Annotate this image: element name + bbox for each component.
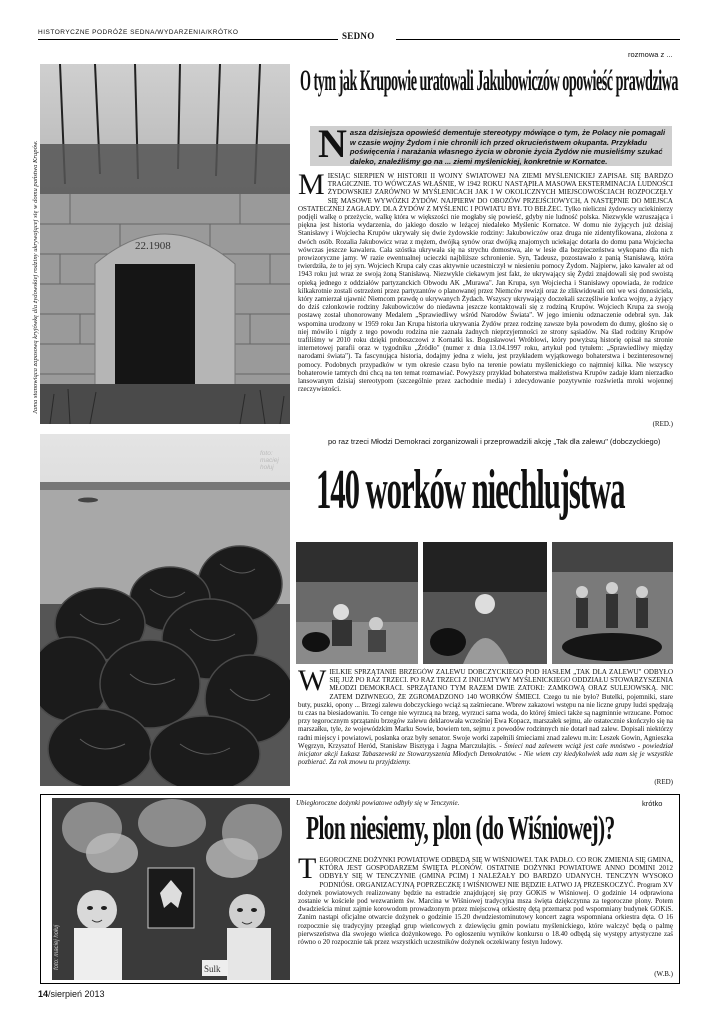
article1-headline: O tym jak Krupowie uratowali Jakubowiczów opowieść prawdziwa — [300, 64, 678, 97]
harvest-photo-sign: Sulk — [204, 964, 221, 974]
harvest-photo-graphic — [52, 798, 290, 980]
header-rule-left — [38, 39, 338, 40]
article2-headline: 140 worków niechlujstwa — [316, 459, 625, 521]
article3-headline: Plon niesiemy, plon (do Wiśniowej)? — [306, 810, 615, 847]
article2-body — [298, 668, 673, 778]
header-rule-right — [396, 39, 680, 40]
article1-signature: (RED.) — [652, 420, 673, 428]
article3-tag: krótko — [642, 799, 663, 808]
article3-body-dropcap: T — [298, 856, 317, 885]
page-header — [38, 28, 680, 42]
section-breadcrumb: HISTORYCZNE PODRÓŻE SEDNA/WYDARZENIA/KRÓTKO — [38, 29, 239, 36]
volunteers-photo-3-graphic — [552, 542, 673, 664]
article1-lead-dropcap: N — [318, 121, 347, 166]
volunteers-photo-1-graphic — [296, 542, 418, 664]
article2-photo-trash-bags — [40, 434, 290, 786]
article1-photo-caption: Jama stanowiąca zapasową kryjówkę dla żydowskiej rodziny ukrywającej się w domu państwa Krupów. — [32, 140, 39, 414]
article2-body-text: Czego tu nie było? Butelki, pojemniki, stare buty, puszki, opony ... Brzegi zalewu dobczyckiego wciąż są zaśmiecane. Wbrew zakazowi wstępu na nie liczne grupy ludzi spędzają tu czas na biesiadowaniu. To cenge nie wyrzucą na brzeg, wyrzuci sama woda, do której śmieci także są nagminnie wrzucane. Pomoc przy tegorocznym sprzątaniu brzegów zalewu deklarowała wcześniej Ewa Kopacz, marszałek sejmu, ale ostatecznie skończyło się na marszałku, tyle, że wojewódzkim Marku Sowie, bowiem ten, sejmu z powodów rodzinnych nie dotarł nad zalew. Dopisali niektórzy radni miejscy i powiatowi, posłanka oraz były senator. Swoje worki zapełnili śmieciami znad zalewu m.in: Leszek Gowin, Agnieszka Węgrzyn, Krzysztof Heród, Stanisław Bisztyga i Jagna Marczułajtis. — [298, 692, 673, 750]
page-footer — [38, 989, 105, 999]
article3-photo-harvest — [52, 798, 290, 980]
article2-body-intro: IELKIE SPRZĄTANIE BRZEGÓW ZALEWU DOBCZYCKIEGO POD HASŁEM „TAK DLA ZALEWU" ODBYŁO SIĘ JUŻ PO RAZ TRZECI. PO RAZ TRZECI Z INICJATYWY MYŚLENICKIEGO ODDZIAŁU STOWARZYSZENIA MŁODZI DEMOKRACI. SPRZĄTANO TYM RAZEM DWIE ZATOKI: ZAMKOWĄ ORAZ SULEJOWSKĄ. NIC ZATEM DZIWNEGO, ŻE ZGROMADZONO 140 WORKÓW ŚMIECI. — [329, 668, 673, 701]
article1-body — [298, 172, 673, 428]
issue-date: /sierpień 2013 — [48, 989, 105, 999]
article3-signature: (W.B.) — [654, 970, 673, 978]
article2-photo-volunteers-1 — [296, 542, 418, 664]
article1-photo-bunker — [40, 64, 290, 424]
article1-tag: rozmowa z ... — [628, 50, 673, 59]
bunker-inscription: 22.1908 — [135, 240, 171, 252]
article1-body-text: Tylko nieliczni żydowscy uciekinierzy podjęli walkę o przeżycie, walkę która w większości nie mogłaby się powieść, gdyby nie ludność polska. Niezwykle wzruszająca i piękna jest historia wydarzenia, do jakiego doszło w leżącej niedaleko Myślenic Kornatce. W domu nie żyjących już dzisiaj Stanisławy i Wojciecha Krupów ukrywały się dwie żydowskie rodziny: Jakubowiczów oraz druga nie zidentyfikowana, złożona z dwóch osób. Rozalia Jakubowicz wraz z mężem, dwójką synów oraz dwójką znajomych uciekając dotarła do domu pana Wojciecha wówczas jeszcze kawalera. Cała szóstka ukrywała się na strychu domostwa, ale w lesie dla bezpieczeństwa wykopano dla nich prowizoryczne jamy. W razie ewentualnej ucieczki najbliższe schronienie. Syn, Tadeusz, pozostawało z panią Stanisławą, która twierdziła, że to jej syn. Wojciech Krupa cały czas aktywnie uczestniczył w niesieniu pomocy Żydom. Najpierw, jako kawaler aż od 1943 roku już wraz ze swoją żoną Stanisławą. Niezwykle ciekawym jest fakt, że ukrywający się Żydzi znajdowali się pod swoistą opieką jednego z oddziałów partyzanckich Obwodu AK „Murawa". Jan Krupa, syn Wojciecha i Stanisławy opowiada, że rodzice kilkakrotnie zostali ostrzeżeni przez partyzantów o planowanej przez Niemców rewizji oraz że zlikwidowali oni we wsi donosiciela, który zamierzał ujawnić Niemcom prawdę o ukrywanych Żydach. Wszyscy ukrywający doczekali szczęśliwie końca wojny, a żyjący do dziś członkowie rodziny Jakubowiczów do niedawna jeszcze kontaktowali się z rodziną Krupów. Wojciech Krupa za swoją postawę został uhonorowany Medalem „Sprawiedliwy wśród Narodów Świata". W jego imieniu odznaczenie odebrał syn. Jak wspomina urodzony w 1959 roku Jan Krupa historia ukrywania Żydów przez rodzinę zawsze była powodem do dumy, głośno się o niej mówiło i nigdy z tego powodu rodzina nie zaznała żadnych nieprzyjemności ze strony sąsiadów. Na ślad rodziny Krupów trafiliśmy w 2010 roku dzięki proboszczowi z Kornatki ks. Bogusławowi Wróblowi, który powyższą historię opisał na stronie internetowej parafii oraz w tygodniku „Źródło" (numer z dnia 13.04.1997 roku, artykuł pod tytułem: „Sprawiedliwy między narodami świata"). Ta fascynująca historia, dodajmy jedna z wielu, jest przykładem wyjątkowego bohaterstwa i bezinteresownej pomocy. Podobnych przypadków w tym okresie czasu było na terenie powiatu myślenickiego co najmniej kilka. Nie wszyscy bohaterowie tamtych dni chcą na ten temat rozmawiać. Powyższy przykład bohaterstwa małżeństwa Krupów zadaje kłam nierzadko lansowanym dzisiaj stereotypom (szczególnie przez zachodnie media) i zdecydowanie pozytywnie rozświetla mroki wojennej rzeczywistości. — [298, 204, 673, 394]
article2-quote: - Śmieci nad zalewem wciąż jest całe mnóstwo - powiedział inicjator akcji Łukasz Tabaszewski ze Stowarzyszenia Młodych Demokratów. - Nie wiem czy kiedykolwiek uda nam się je wszystkie pozbierać. Za rok znowu tu przyjdziemy. — [298, 741, 673, 767]
article3-body — [298, 856, 673, 980]
article2-body-dropcap: W — [298, 668, 327, 697]
article1-body-dropcap: M — [298, 172, 325, 201]
article2-signature: (RED) — [654, 778, 673, 786]
article3-body-intro: EGOROCZNE DOŻYNKI POWIATOWE ODBĘDĄ SIĘ W WIŚNIOWEJ. TAK PADŁO. CO ROK ZMIENIA SIĘ GMINA, KTÓRA JEST GOSPODARZEM ŚWIĘTA PLONÓW. OSTATNIE DOŻYNKI POWIATOWE ANNO DOMINI 2012 ODBYŁY SIĘ W TENCZYNIE (GMINA PCIM) I NALEŻAŁY DO BARDZO UDANYCH. TENCZYN WYSOKO PODNIÓSŁ ORGANIZACYJNĄ POPRZECZKĘ I WIŚNIOWEJ NIE BĘDZIE ŁATWO JĄ PRZESKOCZYĆ. — [319, 856, 673, 889]
article2-subhead: po raz trzeci Młodzi Demokraci zorganizowali i przeprowadzili akcję „Tak dla zalewu" (dobczyckiego) — [328, 437, 661, 446]
article1-lead — [318, 121, 668, 166]
article2-photo-volunteers-3 — [552, 542, 673, 664]
article2-photo-credit: foto: maciej hołuj — [260, 450, 279, 471]
article1-body-intro: IESIĄC SIERPIEŃ W HISTORII II WOJNY ŚWIATOWEJ NA ZIEMI MYŚLENICKIEJ ZAPISAŁ SIĘ BARDZO TRAGICZNIE. TO WÓWCZAS WŁAŚNIE, W 1942 ROKU NASTĄPIŁA MASOWA EKSTERMINACJA LUDNOŚCI ŻYDOWSKIEJ ZARÓWNO W MYŚLENICACH JAK I W OKOLICZNYCH MIEJSCOWOŚCIACH ROZPOCZĘŁY SIĘ MASOWE WYWÓZKI ŻYDÓW. NAJPIERW DO OBOZÓW PRZEJŚCIOWYCH, A NASTĘPNIE DO MIEJSCA OSTATECZNEJ ZAGŁADY. DLA ŻYDÓW Z MYŚLENIC I POWIATU BYŁ TO BEŁŻEC. — [298, 172, 673, 213]
trash-bags-photo-graphic — [40, 434, 290, 786]
article1-lead-text: asza dzisiejsza opowieść dementuje stereotypy mówiące o tym, że Polacy nie pomagali w czasie wojny Żydom i nie chronili ich przed okrucieństwem okupanta. Przykładu poświęcenia i narażania własnego życia w obronie życia Żydów nie musieliśmy szukać daleko, znaleźliśmy go na ... ziemi myślenickiej, konkretnie w Kornatce. — [349, 128, 666, 166]
article3-kicker: Ubiegłoroczne dożynki powiatowe odbyły się w Tenczynie. — [296, 799, 460, 807]
page-number: 14 — [38, 989, 49, 999]
article2-photo-volunteers-2 — [423, 542, 547, 664]
article3-photo-credit: foto: maciej hołuj — [54, 924, 60, 970]
volunteers-photo-2-graphic — [423, 542, 547, 664]
article3-body-text: Program XV dożynek powiatowych realizowany będzie na estradzie znajdującej się przy GOKiS w Wiśniowej. O godzinie 14 odprawiona zostanie w kościele pod wezwaniem św. Marcina w Wiśniowej tradycyjna msza święta dziękczynna za tegoroczne plony. Potem dwadzieścia minut zajmie korowodom prowadzonym przez miejscową orkiestrę dętą przemarsz pod wspomniany budynek GOKiS. Zanim nastąpi oficjalne otwarcie dożynek o godzinie 15.20 dwudziestominutowy koncert zagra wspomniana orkiestra dęta. O 16 rozpocznie się tradycyjny przegląd grup wieńcowych z dziewięciu gmin powiatu myślenickiego, które walczyć będą o palmę pierwszeństwa dla swojego wieńca dożynkowego. Po ogłoszeniu wyników konkursu o 18.40 odbędą się występy artystyczne zaś równo o 20 rozpocznie tak przez wszystkich uczestników dożynek oczekiwany festyn ludowy. — [298, 880, 673, 947]
brand-logo: SEDNO — [342, 31, 375, 41]
bunker-photo-graphic — [40, 64, 290, 424]
